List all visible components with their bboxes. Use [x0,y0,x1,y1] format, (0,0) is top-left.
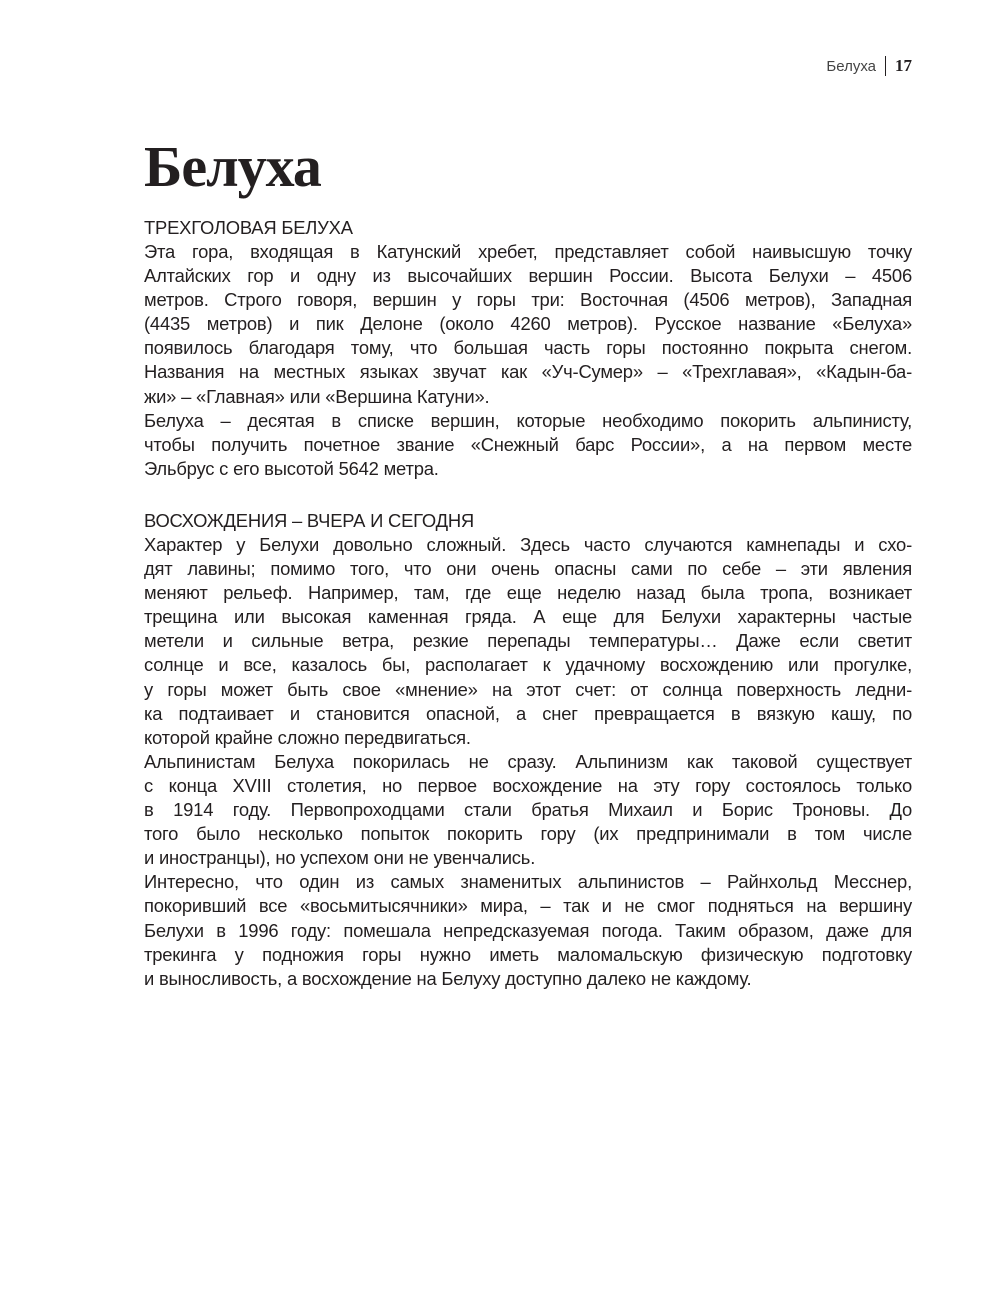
text-line: того было несколько попыток покорить гору (их предпринимали в том числе [144,823,912,845]
text-line: Названия на местных языках звучат как «Уч-Сумер» – «Трехглавая», «Кадын-ба- [144,361,912,383]
page-title: Белуха [144,134,321,199]
text-line: трещина или высокая каменная гряда. А еще для Белухи характерны частые [144,606,912,628]
text-line: жи» – «Главная» или «Вершина Катуни». [144,385,490,407]
text-line: у горы может быть свое «мнение» на этот счет: от солнца поверхность ледни- [144,678,912,700]
section-voshozhdeniya [144,509,912,991]
header-divider [885,56,886,76]
text-line: чтобы получить почетное звание «Снежный барс России», а на первом месте [144,433,912,455]
section-heading: ВОСХОЖДЕНИЯ – ВЧЕРА И СЕГОДНЯ [144,510,474,531]
text-line: появилось благодаря тому, что большая часть горы постоянно покрыта снегом. [144,337,912,359]
text-line: которой крайне сложно передвигаться. [144,726,471,748]
text-line: трекинга у подножия горы нужно иметь маломальскую физическую подготовку [144,943,912,965]
text-line: Альпинистам Белуха покорилась не сразу. Альпинизм как таковой существует [144,750,912,772]
text-line: меняют рельеф. Например, там, где еще неделю назад была тропа, возникает [144,582,912,604]
text-line: солнце и все, казалось бы, располагает к удачному восхождению или прогулке, [144,654,912,676]
section-heading: ТРЕХГОЛОВАЯ БЕЛУХА [144,217,353,238]
text-line: Характер у Белухи довольно сложный. Здесь часто случаются камнепады и схо- [144,534,912,555]
section-trehgolovaya [144,216,912,481]
text-line: Эта гора, входящая в Катунский хребет, представляет собой наивысшую точку [144,241,912,262]
text-line: метров. Строго говоря, вершин у горы три: Восточная (4506 метров), Западная [144,289,912,311]
text-line: Белухи в 1996 году: помешала непредсказуемая погода. Таким образом, даже для [144,919,912,941]
text-line: Белуха – десятая в списке вершин, которые необходимо покорить альпинисту, [144,409,912,431]
text-line: дят лавины; помимо того, что они очень опасны сами по себе – эти явления [144,558,912,580]
text-line: Алтайских гор и одну из высочайших вершин России. Высота Белухи – 4506 [144,265,912,287]
text-line: покоривший все «восьмитысячники» мира, – так и не смог подняться на вершину [144,895,912,917]
text-line: с конца XVIII столетия, но первое восхождение на эту гору состоялось только [144,774,912,796]
text-line: и выносливость, а восхождение на Белуху доступно далеко не каждому. [144,967,752,989]
text-line: метели и сильные ветра, резкие перепады температуры… Даже если светит [144,630,912,652]
text-line: (4435 метров) и пик Делоне (около 4260 метров). Русское название «Белуха» [144,313,912,335]
running-header-section: Белуха [826,57,876,75]
text-line: в 1914 году. Первопроходцами стали братья Михаил и Борис Троновы. До [144,799,912,821]
text-line: Интересно, что один из самых знаменитых альпинистов – Райнхольд Месснер, [144,871,912,893]
running-header [826,56,912,76]
text-line: и иностранцы), но успехом они не увенчались. [144,847,536,869]
text-line: ка подтаивает и становится опасной, а снег превращается в вязкую кашу, по [144,702,912,724]
text-line: Эльбрус с его высотой 5642 метра. [144,457,439,479]
page-number: 17 [895,56,912,75]
